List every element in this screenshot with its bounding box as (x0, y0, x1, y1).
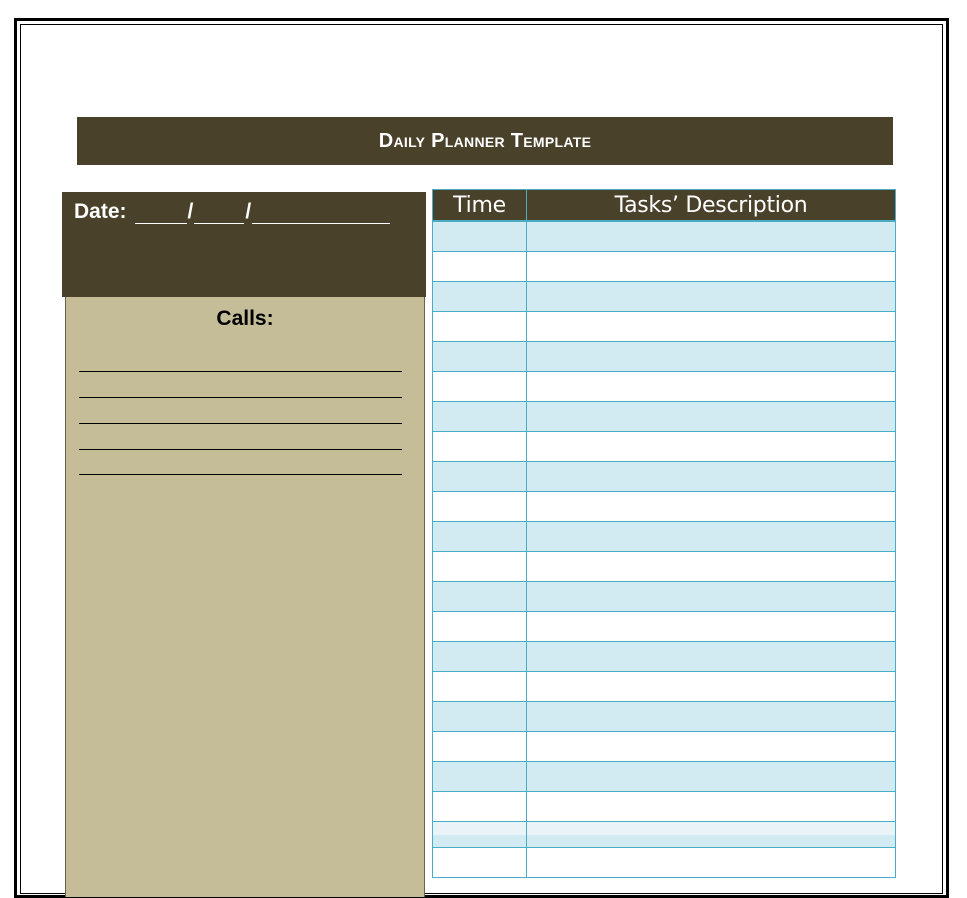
description-cell[interactable] (527, 402, 896, 432)
time-cell[interactable] (433, 835, 527, 848)
time-cell[interactable] (433, 732, 527, 762)
date-row (74, 200, 390, 224)
time-cell[interactable] (433, 221, 527, 252)
description-cell[interactable] (527, 762, 896, 792)
description-cell[interactable] (527, 822, 896, 836)
description-cell[interactable] (527, 221, 896, 252)
table-row (433, 612, 896, 642)
time-cell[interactable] (433, 642, 527, 672)
time-cell[interactable] (433, 492, 527, 522)
description-cell[interactable] (527, 522, 896, 552)
description-cell[interactable] (527, 342, 896, 372)
time-cell[interactable] (433, 342, 527, 372)
table-row (433, 582, 896, 612)
table-row (433, 822, 896, 836)
table-row (433, 702, 896, 732)
time-cell[interactable] (433, 702, 527, 732)
table-row (433, 492, 896, 522)
description-cell[interactable] (527, 282, 896, 312)
date-separator: / (245, 200, 252, 223)
description-cell[interactable] (527, 432, 896, 462)
date-panel (62, 192, 426, 297)
time-cell[interactable] (433, 432, 527, 462)
time-cell[interactable] (433, 762, 527, 792)
table-row (433, 848, 896, 878)
table-row (433, 642, 896, 672)
time-cell[interactable] (433, 282, 527, 312)
page-title: Daily Planner Template (378, 129, 592, 152)
table-row (433, 432, 896, 462)
description-cell[interactable] (527, 552, 896, 582)
time-cell[interactable] (433, 822, 527, 836)
column-header-time: Time (433, 190, 527, 222)
time-cell[interactable] (433, 792, 527, 822)
table-row (433, 252, 896, 282)
table-row (433, 282, 896, 312)
time-cell[interactable] (433, 522, 527, 552)
time-cell[interactable] (433, 462, 527, 492)
description-cell[interactable] (527, 702, 896, 732)
description-cell[interactable] (527, 462, 896, 492)
call-entry-line[interactable] (79, 449, 402, 450)
description-cell[interactable] (527, 312, 896, 342)
time-cell[interactable] (433, 672, 527, 702)
description-cell[interactable] (527, 642, 896, 672)
table-row (433, 402, 896, 432)
table-row (433, 372, 896, 402)
description-cell[interactable] (527, 732, 896, 762)
time-cell[interactable] (433, 612, 527, 642)
table-row (433, 732, 896, 762)
table-row (433, 342, 896, 372)
task-table-body (433, 221, 896, 878)
table-row (433, 835, 896, 848)
call-entry-line[interactable] (79, 371, 402, 372)
calls-label: Calls: (216, 307, 274, 330)
task-table (432, 189, 896, 878)
date-label: Date: (74, 200, 127, 223)
table-row (433, 762, 896, 792)
time-cell[interactable] (433, 552, 527, 582)
date-year-field[interactable] (252, 205, 390, 224)
date-day-field[interactable] (194, 205, 244, 224)
page-title-bar (77, 117, 893, 165)
description-cell[interactable] (527, 252, 896, 282)
table-row (433, 312, 896, 342)
task-table-container (432, 189, 895, 878)
time-cell[interactable] (433, 402, 527, 432)
description-cell[interactable] (527, 492, 896, 522)
description-cell[interactable] (527, 612, 896, 642)
call-entry-line[interactable] (79, 474, 402, 475)
description-cell[interactable] (527, 672, 896, 702)
description-cell[interactable] (527, 582, 896, 612)
date-separator: / (187, 200, 194, 223)
call-entry-line[interactable] (79, 423, 402, 424)
calls-panel (65, 297, 425, 897)
table-row (433, 552, 896, 582)
time-cell[interactable] (433, 372, 527, 402)
table-header-row (433, 190, 896, 222)
time-cell[interactable] (433, 582, 527, 612)
call-entry-line[interactable] (79, 397, 402, 398)
column-header-description: Tasks’ Description (527, 190, 896, 222)
table-row (433, 221, 896, 252)
description-cell[interactable] (527, 792, 896, 822)
description-cell[interactable] (527, 372, 896, 402)
time-cell[interactable] (433, 848, 527, 878)
date-month-field[interactable] (135, 205, 187, 224)
time-cell[interactable] (433, 252, 527, 282)
time-cell[interactable] (433, 312, 527, 342)
description-cell[interactable] (527, 835, 896, 848)
table-row (433, 672, 896, 702)
table-row (433, 792, 896, 822)
table-row (433, 522, 896, 552)
description-cell[interactable] (527, 848, 896, 878)
table-row (433, 462, 896, 492)
